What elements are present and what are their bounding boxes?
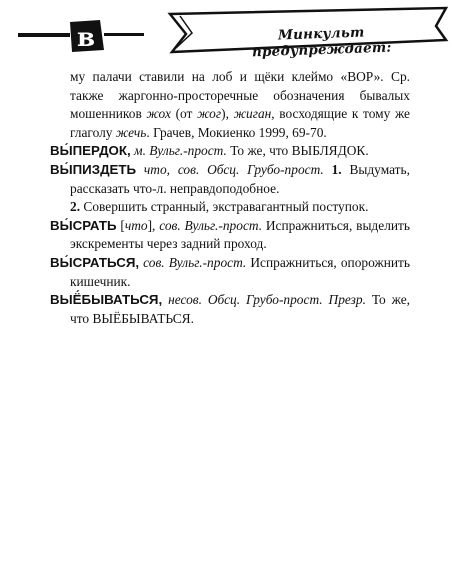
entry-grammar: сов. Вульг.-прост.	[155, 217, 263, 233]
text-ot: (от	[170, 106, 198, 122]
term-jigan: жиган	[233, 106, 272, 122]
page-header	[0, 0, 452, 70]
sense-number: 2.	[70, 199, 81, 215]
term-zhech: жечь	[115, 124, 147, 140]
entry-headword: ВЫ́СРАТЬ	[50, 217, 117, 233]
entry-headword: ВЫЁ́БЫВАТЬСЯ,	[50, 292, 163, 308]
term-jox: жох	[146, 106, 171, 122]
continuation-text: Ср. также жаргонно-просторечные обозначения бывалых мошенников	[70, 69, 410, 122]
dictionary-entry	[50, 217, 410, 254]
entry-object: что	[124, 217, 148, 233]
running-head: Минкульт предупреждает:	[251, 24, 392, 61]
entry-definition: Испражниться, выделить экскременты через задний проход.	[70, 217, 410, 252]
entry-grammar: несов. Обсц. Грубо-прост. Презр.	[162, 292, 366, 308]
entry-grammar: сов. Вульг.-прост.	[139, 254, 247, 270]
connector-rule	[104, 33, 144, 36]
left-rule	[18, 33, 70, 37]
entry-headword: ВЫ́ПИЗДЕТЬ	[50, 161, 137, 177]
text-sep: ),	[221, 106, 234, 122]
entry-definition: Выдумать, рассказать что-л. неправдоподобное.	[70, 161, 410, 196]
dictionary-entry	[50, 291, 410, 328]
dictionary-entry	[50, 161, 410, 198]
bracket-close: ],	[147, 217, 156, 233]
entry-definition: Испражниться, опорожнить кишечник.	[70, 254, 411, 289]
sense-number: 1.	[323, 161, 342, 177]
header-letter: в	[76, 23, 96, 53]
dictionary-entry-sense	[50, 198, 410, 217]
bracket-open: [	[116, 217, 125, 233]
dictionary-entry	[50, 142, 410, 161]
page-body	[50, 68, 410, 328]
entry-headword: ВЫ́ПЕРДОК,	[50, 143, 131, 159]
entry-definition: То же, что ВЫЁБЫВАТЬСЯ.	[70, 292, 410, 326]
entry-grammar: что, сов. Обсц. Грубо-прост.	[136, 161, 324, 177]
entry-definition: То же, что ВЫБЛЯДОК.	[226, 143, 369, 159]
continuation-text-2: , восходящие к тому же глаголу	[70, 106, 410, 140]
term-jog: жог	[197, 106, 222, 122]
dictionary-entry	[50, 254, 410, 291]
continuation-source: . Грачев, Мокиенко 1999, 69-70.	[146, 124, 327, 140]
continuation-line: му палачи ставили на лоб и щёки клеймо «ВОР».	[70, 69, 384, 84]
continuation-paragraph	[50, 68, 410, 142]
entry-grammar: м. Вульг.-прост.	[130, 143, 227, 159]
entry-definition: Совершить странный, экстравагантный поступок.	[80, 199, 369, 215]
entry-headword: ВЫ́СРАТЬСЯ,	[50, 254, 140, 270]
